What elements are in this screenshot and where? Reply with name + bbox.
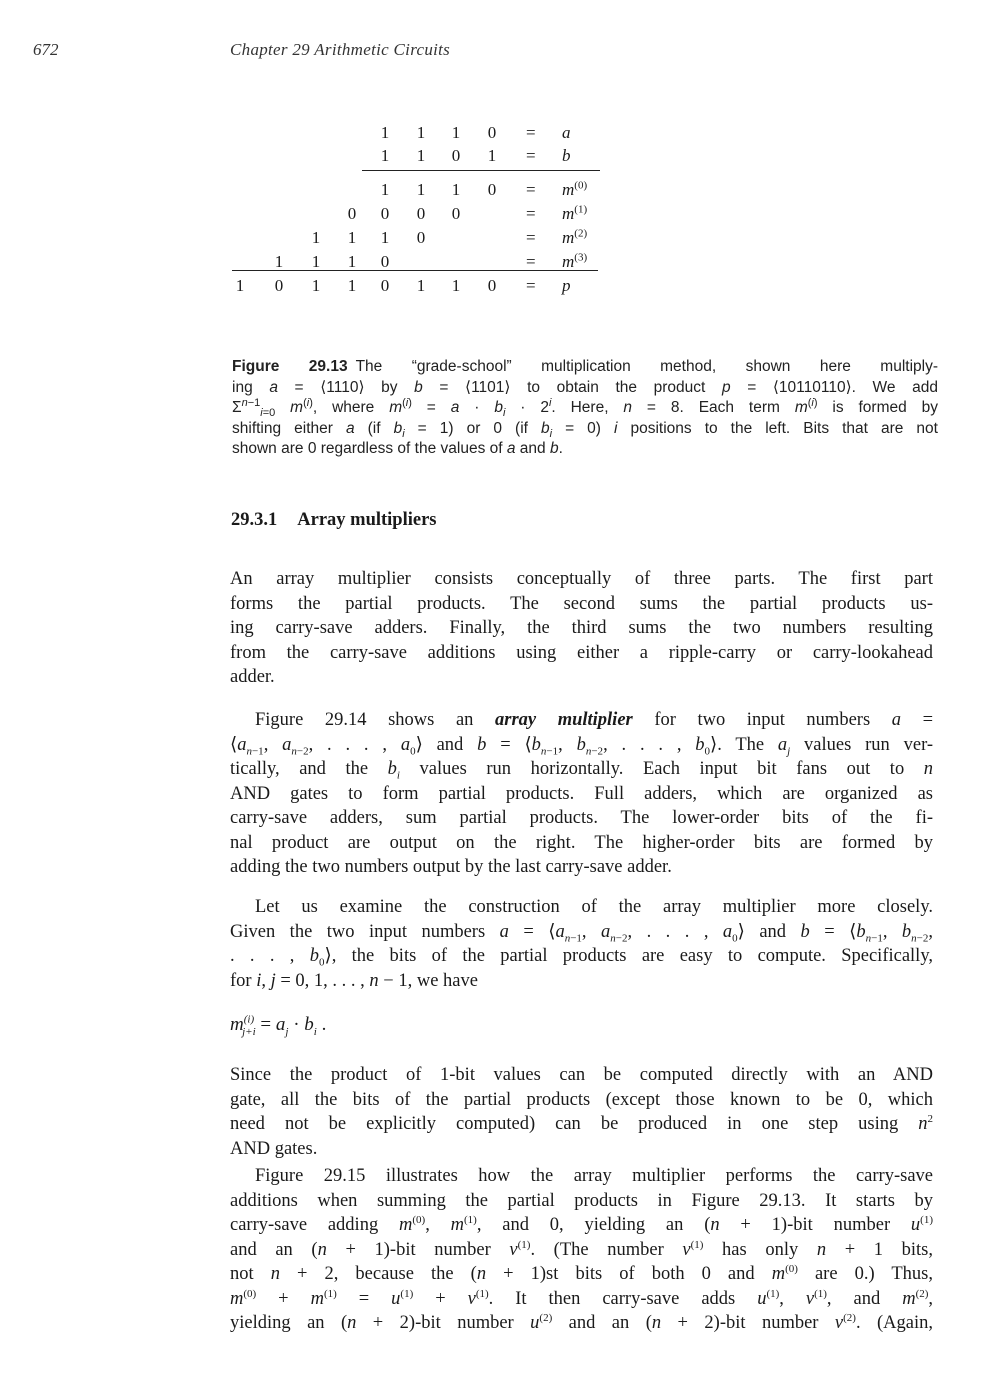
figure-digit: 1 xyxy=(235,276,245,295)
figure-digit: 1 xyxy=(311,276,321,295)
caption-label: Figure 29.13 xyxy=(232,358,348,375)
paragraph-1: An array multiplier consists conceptually of three parts. The first part forms the partial products. The second sums the partial products us- ing carry-save adders. Finally, the third sums the two numbers resulting from the carry-save additions using either a ripple-carry or carry-lookahead adder. xyxy=(230,569,933,687)
running-head: Chapter 29 Arithmetic Circuits xyxy=(230,40,451,59)
figure-digit: 1 xyxy=(416,180,426,199)
figure-digit: 1 xyxy=(311,252,321,271)
figure-row-label: $m^{(2)}$ xyxy=(562,227,588,247)
figure-digit: 1 xyxy=(347,228,357,247)
paragraph-2: Figure 29.14 shows an array multiplier for two input numbers a = $⟨a_{n-1}$, $a_{n-2}$, . . . , $a_0⟩$ and $b = ⟨b_{n-1}$, $b_{n-2}$, . . . , $b_0⟩$. The $a_j$ values run ver- tically, and the $b_i$ values run horizontally. Each input bit fans out to n AND gates to form partial products. Full adders, which are organized as carry-save adders, sum partial products. The lower-order bits of the fi- nal product are output on the right. The higher-order bits are formed by adding the two numbers output by the last carry-save adder. xyxy=(230,710,934,877)
figure-row-label: b xyxy=(562,146,571,165)
figure-digit: 0 xyxy=(451,204,461,223)
figure-equals: = xyxy=(526,146,536,165)
figure-digit: 1 xyxy=(347,276,357,295)
figure-digit: 1 xyxy=(347,252,357,271)
multiplication-figure xyxy=(0,0,983,320)
figure-digit: 0 xyxy=(274,276,284,295)
figure-digit: 0 xyxy=(451,146,461,165)
figure-digit: 1 xyxy=(451,180,461,199)
figure-digit: 0 xyxy=(380,252,390,271)
section-heading xyxy=(231,510,437,531)
equation: $m^{(i)}_{j+i} = a_j \cdot b_i$ . xyxy=(230,1013,327,1038)
figure-digit: 1 xyxy=(416,276,426,295)
figure-equals: = xyxy=(526,276,536,295)
figure-digit: 0 xyxy=(487,276,497,295)
figure-equals: = xyxy=(526,252,536,271)
figure-digit: 0 xyxy=(487,180,497,199)
figure-row-label: $m^{(1)}$ xyxy=(562,203,588,223)
figure-caption: Figure 29.13 The “grade-school” multiplication method, shown here multiply- ing a = ⟨1110⟩ by b = ⟨1101⟩ to obtain the product p = ⟨10110110⟩. We add $\Sigma^{n-1}_{i=0}$ $m^{(i)}$, where $m^{(i)} = a \cdot b_i \cdot 2^i$. Here, n = 8. Each term $m^{(i)}$ is formed by shifting either a (if $b_i = 1$) or 0 (if $b_i = 0$) i positions to the left. Bits that are not shown are 0 regardless of the values of a and b. xyxy=(232,358,939,457)
figure-digit: 1 xyxy=(380,146,390,165)
figure-digit: 0 xyxy=(347,204,357,223)
paragraph-5: Figure 29.15 illustrates how the array multiplier performs the carry-save additions when summing the partial products in Figure 29.13. It starts by carry-save adding $m^{(0)}$, $m^{(1)}$, and 0, yielding an (n + 1)-bit number $u^{(1)}$ and an (n + 1)-bit number $v^{(1)}$. (The number $v^{(1)}$ has only n + 1 bits, not n + 2, because the (n + 1)st bits of both 0 and $m^{(0)}$ are 0.) Thus, $m^{(0)} + m^{(1)} = u^{(1)} + v^{(1)}$. It then carry-save adds $u^{(1)}$, $v^{(1)}$, and $m^{(2)}$, yielding an (n + 2)-bit number $u^{(2)}$ and an (n + 2)-bit number $v^{(2)}$. (Again, xyxy=(230,1166,934,1333)
figure-digit: 1 xyxy=(380,180,390,199)
figure-digit: 1 xyxy=(311,228,321,247)
figure-digit: 1 xyxy=(451,276,461,295)
figure-equals: = xyxy=(526,123,536,142)
section-title: Array multipliers xyxy=(297,510,437,530)
figure-digit: 0 xyxy=(380,276,390,295)
figure-digit: 1 xyxy=(451,123,461,142)
figure-row-label: $m^{(0)}$ xyxy=(562,179,588,199)
figure-row-label: p xyxy=(562,276,571,295)
figure-rule xyxy=(362,170,600,171)
figure-digit: 1 xyxy=(380,123,390,142)
paragraph-4: Since the product of 1-bit values can be computed directly with an AND gate, all the bits of the partial products (except those known to be 0, which need not be explicitly computed) can be produced in one step using $n^2$ AND gates. xyxy=(230,1065,933,1159)
figure-equals: = xyxy=(526,228,536,247)
figure-equals: = xyxy=(526,180,536,199)
figure-digit: 1 xyxy=(487,146,497,165)
figure-row-label: a xyxy=(562,123,571,142)
figure-rule xyxy=(232,270,598,271)
figure-digit: 0 xyxy=(380,204,390,223)
figure-equals: = xyxy=(526,204,536,223)
figure-digit: 1 xyxy=(380,228,390,247)
page-number: 672 xyxy=(33,40,59,59)
figure-digit: 1 xyxy=(416,146,426,165)
figure-digit: 1 xyxy=(274,252,284,271)
figure-digit: 1 xyxy=(416,123,426,142)
section-number: 29.3.1 xyxy=(231,510,278,530)
paragraph-3: Let us examine the construction of the array multiplier more closely. Given the two input numbers $a = ⟨a_{n-1}$, $a_{n-2}$, . . . , $a_0⟩$ and $b = ⟨b_{n-1}$, $b_{n-2}$, . . . , $b_0⟩$, the bits of the partial products are easy to compute. Specifically, for i, j = 0, 1, . . . , n − 1, we have xyxy=(230,897,934,991)
figure-row-label: $m^{(3)}$ xyxy=(562,251,588,271)
figure-digit: 0 xyxy=(416,228,426,247)
figure-digit: 0 xyxy=(416,204,426,223)
figure-digit: 0 xyxy=(487,123,497,142)
